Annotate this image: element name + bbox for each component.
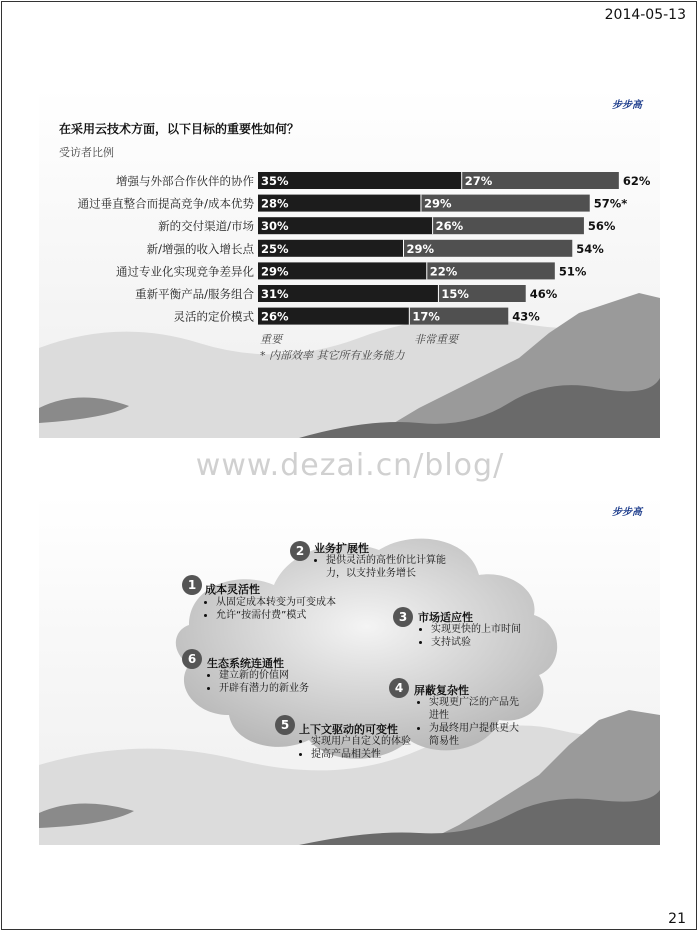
- item-3-bullets: [419, 623, 523, 649]
- category-label: 新的交付渠道/市场: [158, 219, 254, 234]
- badge-4: 4: [389, 678, 409, 698]
- item-3-title: 市场适应性: [418, 611, 473, 624]
- data-label-important: 25%: [261, 241, 289, 256]
- category-label: 灵活的定价模式: [173, 309, 254, 324]
- total-label: 62%: [622, 174, 651, 188]
- total-label: 54%: [576, 241, 604, 256]
- item-1-bullet: • 从固定成本转变为可变成本: [216, 596, 386, 609]
- item-5-bullets: [299, 735, 421, 761]
- page-number: 21: [668, 911, 686, 927]
- item-3-bullet: • 实现更快的上市时间: [431, 623, 523, 636]
- item-4-bullets: [417, 696, 521, 748]
- badge-5: 5: [275, 715, 295, 735]
- watermark: www.dezai.cn/blog/: [195, 448, 505, 483]
- category-label: 新/增强的收入增长点: [146, 241, 254, 256]
- data-label-important: 30%: [261, 219, 289, 234]
- chart-subtitle: 受访者比例: [59, 146, 114, 159]
- badge-1: 1: [182, 575, 202, 595]
- total-label: 43%: [512, 309, 540, 324]
- item-4-bullet: • 为最终用户提供更大简易性: [429, 722, 521, 748]
- item-3-bullet: • 支持试验: [431, 636, 523, 649]
- item-4-bullet: • 实现更广泛的产品先进性: [429, 696, 521, 722]
- item-6-bullet: • 开辟有潜力的新业务: [219, 682, 369, 695]
- category-label: 重新平衡产品/服务组合: [135, 287, 254, 301]
- brand-logo: 步步高: [612, 100, 642, 111]
- data-label-important: 35%: [261, 174, 289, 188]
- data-label-very-important: 17%: [412, 309, 440, 324]
- badge-3: 3: [393, 607, 413, 627]
- total-label: 57%*: [593, 196, 628, 211]
- data-label-important: 29%: [261, 264, 289, 279]
- item-2-bullets: [314, 554, 456, 580]
- data-label-important: 31%: [261, 287, 289, 301]
- item-5-bullet: • 实现用户自定义的体验: [311, 735, 421, 748]
- chart-footnote: * 内部效率 其它所有业务能力: [260, 349, 405, 362]
- bar-important: [258, 172, 462, 189]
- item-1-bullet: • 允许“按需付费”模式: [216, 609, 386, 622]
- slide-1: [39, 88, 660, 438]
- item-2-title: 业务扩展性: [314, 542, 369, 555]
- total-label: 56%: [587, 219, 616, 234]
- data-label-very-important: 26%: [435, 219, 464, 234]
- badge-2: 2: [290, 541, 310, 561]
- brand-logo: 步步高: [612, 507, 642, 518]
- item-6-bullets: [207, 669, 369, 695]
- stacked-bar-chart: [39, 88, 660, 438]
- category-label: 通过专业化实现竞争差异化: [116, 264, 254, 279]
- data-label-very-important: 29%: [423, 196, 452, 211]
- data-label-important: 26%: [261, 309, 289, 324]
- item-6-title: 生态系统连通性: [207, 657, 284, 670]
- item-1-bullets: [204, 596, 386, 622]
- data-label-important: 28%: [261, 196, 289, 211]
- category-label: 通过垂直整合而提高竞争/成本优势: [77, 196, 254, 211]
- item-4-title: 屏蔽复杂性: [414, 684, 469, 697]
- legend-very-important: 非常重要: [414, 333, 458, 346]
- slide-2: [39, 495, 660, 845]
- item-1-title: 成本灵活性: [205, 583, 260, 596]
- chart-question: 在采用云技术方面，以下目标的重要性如何？: [59, 122, 300, 136]
- date-label: 2014-05-13: [604, 7, 686, 23]
- data-label-very-important: 27%: [464, 174, 493, 188]
- item-5-bullet: • 提高产品相关性: [311, 748, 421, 761]
- item-6-bullet: • 建立新的价值网: [219, 669, 369, 682]
- total-label: 46%: [529, 287, 558, 301]
- data-label-very-important: 29%: [406, 241, 435, 256]
- item-2-bullet: • 提供灵活的高性价比计算能力，以支持业务增长: [326, 554, 456, 580]
- category-label: 增强与外部合作伙伴的协作: [116, 174, 254, 188]
- total-label: 51%: [558, 264, 587, 279]
- badge-6: 6: [182, 649, 202, 669]
- data-label-very-important: 15%: [441, 287, 469, 301]
- data-label-very-important: 22%: [429, 264, 458, 279]
- legend-important: 重要: [260, 333, 282, 346]
- item-5-title: 上下文驱动的可变性: [299, 723, 398, 736]
